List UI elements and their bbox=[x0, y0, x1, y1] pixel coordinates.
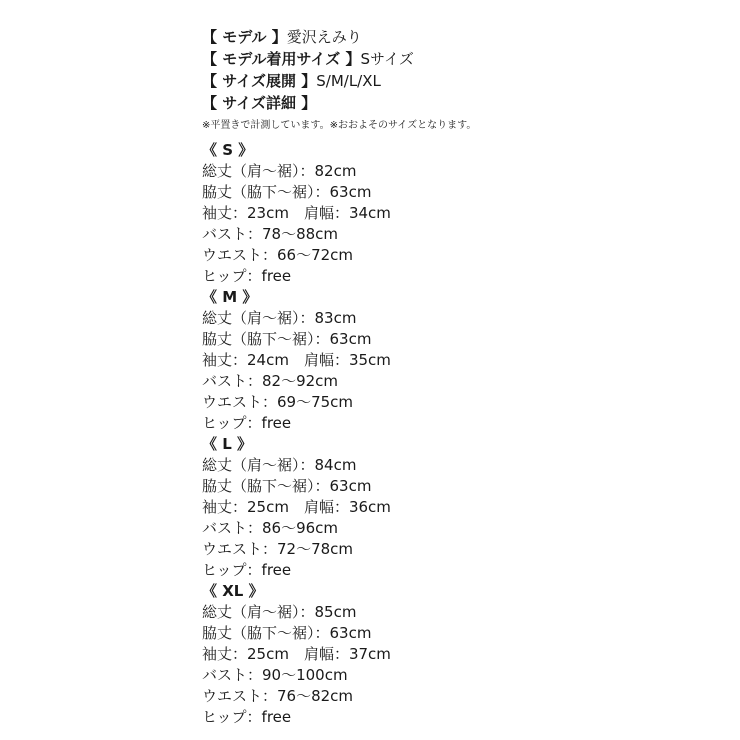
size-row: 総丈（肩〜裾）：84cm bbox=[202, 456, 357, 474]
size-block-xl bbox=[202, 581, 722, 728]
size-row: ウエスト：72〜78cm bbox=[202, 540, 354, 558]
size-detail-line bbox=[202, 92, 722, 114]
model-value: 愛沢えみり bbox=[286, 28, 362, 46]
size-row: ウエスト：66〜72cm bbox=[202, 246, 354, 264]
measurement-note: ※平置きで計測しています。※おおよそのサイズとなります。 bbox=[202, 120, 477, 131]
size-row: 袖丈：25cm 肩幅：36cm bbox=[202, 498, 391, 516]
size-row: 脇丈（脇下〜裾）：63cm bbox=[202, 477, 372, 495]
size-title: 《 XL 》 bbox=[202, 582, 264, 600]
size-row: 総丈（肩〜裾）：85cm bbox=[202, 603, 357, 621]
size-title: 《 S 》 bbox=[202, 141, 254, 159]
size-row: 脇丈（脇下〜裾）：63cm bbox=[202, 330, 372, 348]
size-range-value: S/M/L/XL bbox=[316, 72, 381, 90]
size-detail-label: 【 サイズ詳細 】 bbox=[202, 94, 317, 112]
size-row: ヒップ：free bbox=[202, 267, 292, 285]
size-row: ウエスト：69〜75cm bbox=[202, 393, 354, 411]
model-line bbox=[202, 26, 722, 48]
size-row: ヒップ：free bbox=[202, 561, 292, 579]
size-row: ヒップ：free bbox=[202, 414, 292, 432]
size-row: 袖丈：23cm 肩幅：34cm bbox=[202, 204, 391, 222]
size-title: 《 M 》 bbox=[202, 288, 258, 306]
size-range-label: 【 サイズ展開 】 bbox=[202, 72, 317, 90]
model-size-line bbox=[202, 48, 722, 70]
size-row: 総丈（肩〜裾）：82cm bbox=[202, 162, 357, 180]
size-block-m bbox=[202, 287, 722, 434]
size-row: 脇丈（脇下〜裾）：63cm bbox=[202, 183, 372, 201]
size-row: 総丈（肩〜裾）：83cm bbox=[202, 309, 357, 327]
size-row: バスト：86〜96cm bbox=[202, 519, 339, 537]
size-row: ウエスト：76〜82cm bbox=[202, 687, 354, 705]
size-info-sheet bbox=[202, 26, 722, 728]
size-row: 脇丈（脇下〜裾）：63cm bbox=[202, 624, 372, 642]
size-row: 袖丈：24cm 肩幅：35cm bbox=[202, 351, 391, 369]
size-block-l bbox=[202, 434, 722, 581]
model-size-label: 【 モデル着用サイズ 】 bbox=[202, 50, 361, 68]
size-row: バスト：78〜88cm bbox=[202, 225, 339, 243]
size-row: 袖丈：25cm 肩幅：37cm bbox=[202, 645, 391, 663]
size-row: バスト：82〜92cm bbox=[202, 372, 339, 390]
size-range-line bbox=[202, 70, 722, 92]
size-title: 《 L 》 bbox=[202, 435, 253, 453]
size-row: バスト：90〜100cm bbox=[202, 666, 348, 684]
size-row: ヒップ：free bbox=[202, 708, 292, 726]
model-label: 【 モデル 】 bbox=[202, 28, 287, 46]
model-size-value: Sサイズ bbox=[360, 50, 414, 68]
size-block-s bbox=[202, 140, 722, 287]
